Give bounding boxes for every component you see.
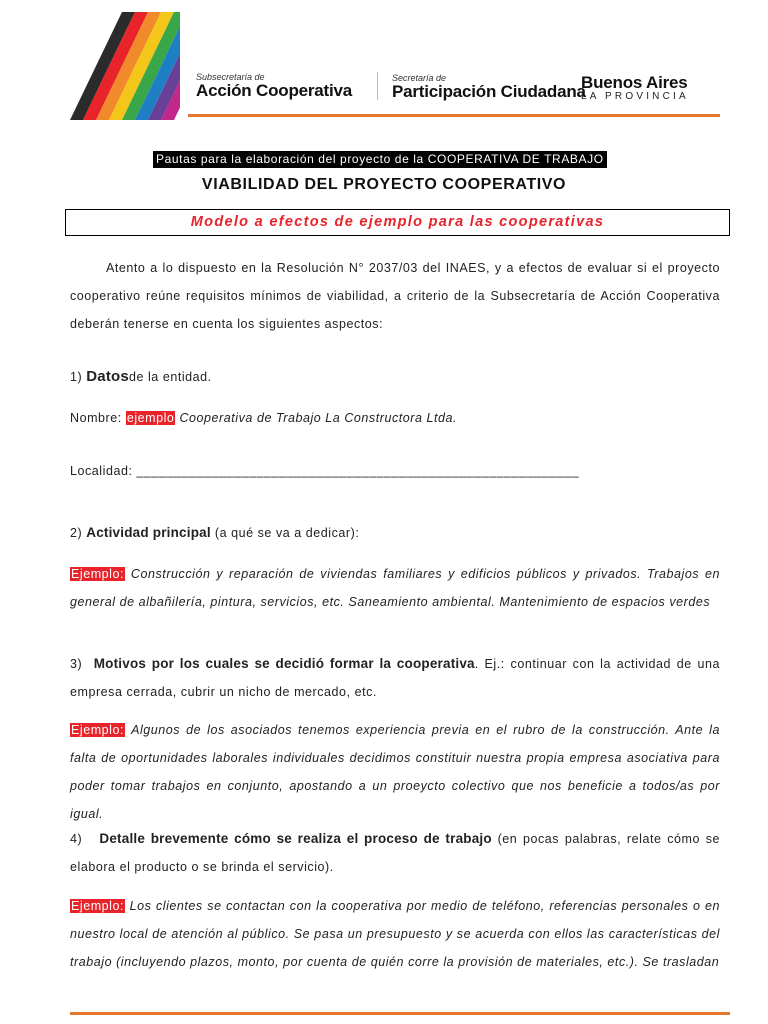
org3-sub: LA PROVINCIA xyxy=(581,91,689,102)
s3-ejemplo-label: Ejemplo: xyxy=(71,723,125,737)
s2-example-text: Construcción y reparación de viviendas familiares y edificios públicos y privados. Trabajos en general de albañilería, pintura, servicios, etc. Saneamiento ambiental. Mantenimiento de espacios verdes xyxy=(70,567,720,609)
org3-big: Buenos Aires xyxy=(581,73,688,92)
s3-bold: Motivos por los cuales se decidió formar la cooperativa xyxy=(93,656,475,671)
nombre-line xyxy=(70,411,730,425)
s4-number: 4) xyxy=(70,832,83,846)
document-title: VIABILIDAD DEL PROYECTO COOPERATIVO xyxy=(201,176,567,193)
s2-number: 2) xyxy=(70,526,83,540)
org1-small: Subsecretaría de xyxy=(196,72,265,82)
section-4-example xyxy=(70,892,720,1004)
nombre-label: Nombre: xyxy=(70,411,122,425)
s2-rest: (a qué se va a dedicar): xyxy=(214,526,360,540)
model-text: Modelo a efectos de ejemplo para las cooperativas xyxy=(190,214,605,230)
org2-big: Participación Ciudadana xyxy=(392,82,586,101)
s4-ejemplo-label: Ejemplo: xyxy=(71,899,125,913)
section-2 xyxy=(70,525,730,540)
s3-example-text: Algunos de los asociados tenemos experiencia previa en el rubro de la construcción. Ante la falta de oportunidades laborales individuales decidimos constituir nuestra propia empresa asociativa para poder tomar trabajos en conjunto, apostando a un proeycto colectivo que nos beneficie a todos/as por igual. xyxy=(70,723,721,821)
s1-number: 1) xyxy=(70,370,83,384)
s1-rest: de la entidad. xyxy=(128,370,212,384)
nombre-value: Cooperativa de Trabajo La Constructora Ltda. xyxy=(179,411,458,425)
header-divider xyxy=(377,72,378,100)
s2-bold: Actividad principal xyxy=(86,525,211,540)
org-accion-cooperativa xyxy=(196,73,352,99)
model-box xyxy=(65,209,730,236)
section-1 xyxy=(70,368,730,385)
org1-big: Acción Cooperativa xyxy=(196,81,353,100)
ejemplo-tag: ejemplo xyxy=(126,411,175,425)
org2-small: Secretaría de xyxy=(392,73,447,83)
section-3 xyxy=(70,650,720,706)
s3-number: 3) xyxy=(70,657,83,671)
org-participacion-ciudadana xyxy=(392,74,586,100)
page-header xyxy=(0,0,768,118)
s4-bold: Detalle brevemente cómo se realiza el proceso de trabajo xyxy=(99,831,492,846)
s4-rest: (en pocas palabras, relate cómo se elabora el producto o se brinda el servicio). xyxy=(70,832,720,874)
s2-ejemplo-label: Ejemplo: xyxy=(71,567,125,581)
localidad-line: Localidad: ___________________________________________________________ xyxy=(70,464,580,478)
section-4 xyxy=(70,825,720,881)
rainbow-stripes-logo xyxy=(62,12,180,120)
footer-accent-line xyxy=(70,1012,730,1015)
pautas-banner: Pautas para la elaboración del proyecto de la COOPERATIVA DE TRABAJO xyxy=(153,151,607,168)
section-3-example xyxy=(70,716,720,828)
header-accent-line xyxy=(188,114,720,117)
s1-bold: Datos xyxy=(86,368,129,385)
s4-example-text: Los clientes se contactan con la cooperativa por medio de teléfono, referencias personales o en nuestro local de atención al público. Se pasa un presupuesto y se acuerda con ellos las características del trabajo (incluyendo plazos, monto, por cuenta de quién corre la provisión de materiales, etc.). Se trasladan xyxy=(70,899,720,969)
org-buenos-aires xyxy=(581,74,689,102)
intro-paragraph: Atento a lo dispuesto en la Resolución N° 2037/03 del INAES, y a efectos de evaluar si el proyecto cooperativo reúne requisitos mínimos de viabilidad, a criterio de la Subsecretaría de Acción Cooperativa deberán tenerse en cuenta los siguientes aspectos: xyxy=(70,261,720,331)
s3-rest: . Ej.: continuar con la actividad de una empresa cerrada, cubrir un nicho de mercado, etc. xyxy=(70,657,721,699)
section-2-example xyxy=(70,560,720,616)
